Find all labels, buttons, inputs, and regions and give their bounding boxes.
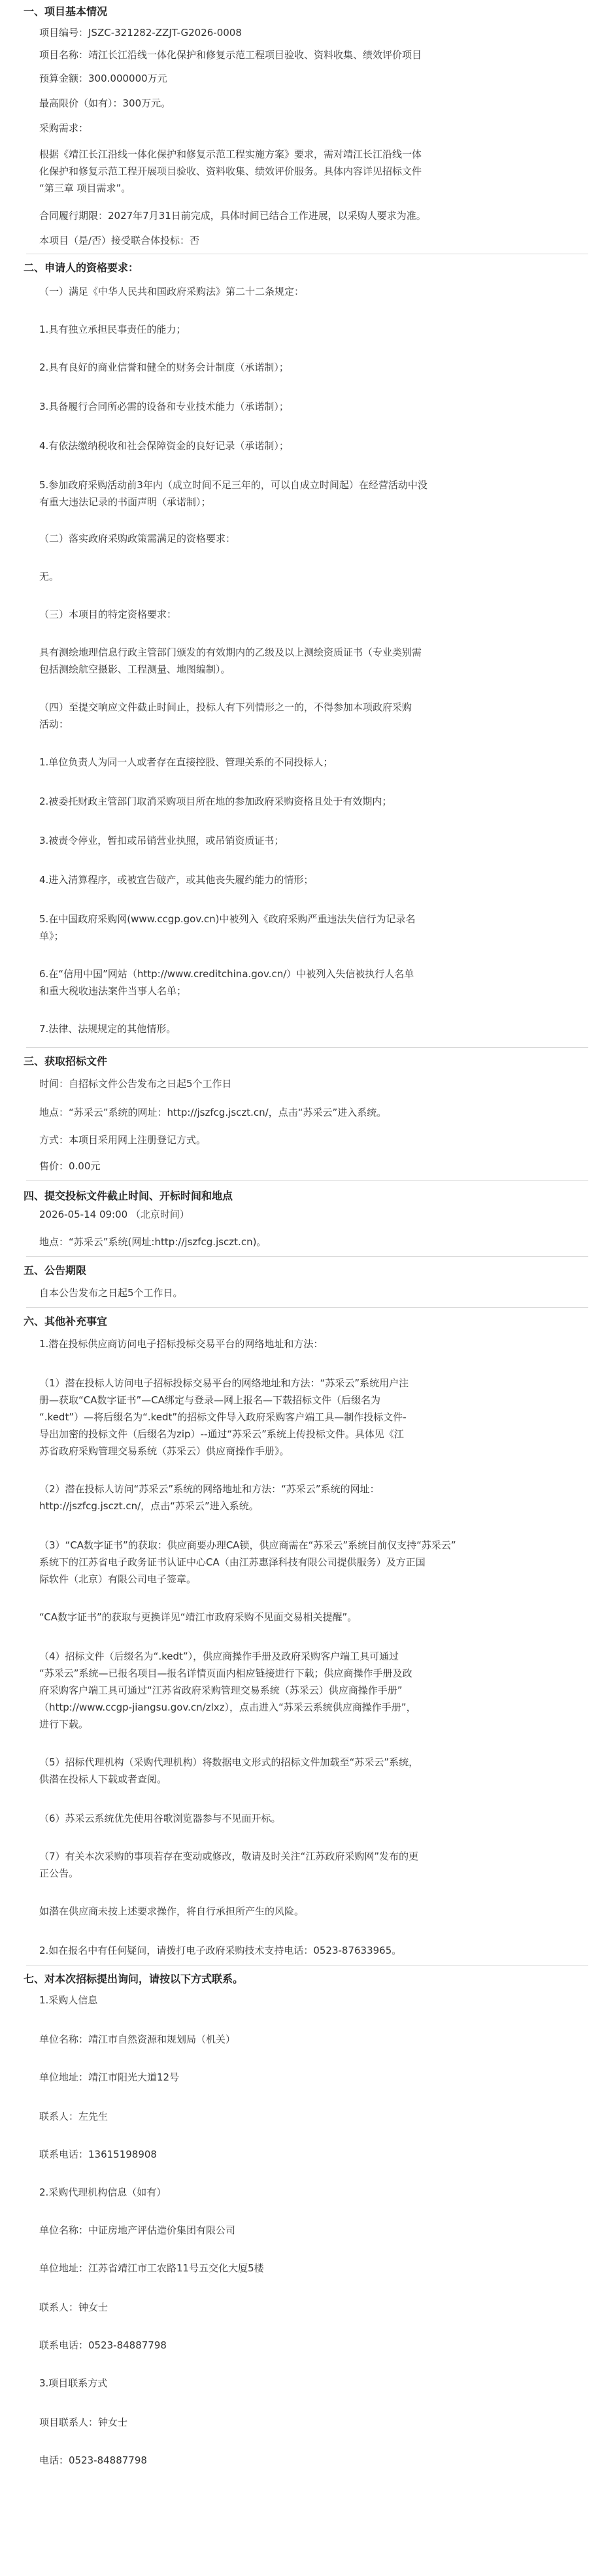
qualification-text: 5.在中国政府采购网(www.ccgp.gov.cn)中被列入《政府采购严重违法失信行为记录名 [39,913,416,925]
divider [26,1047,588,1048]
section-1-title: 一、项目基本情况 [24,5,108,18]
contact-text: 联系电话：13615198908 [39,2149,157,2160]
qualification-text: 2.被委托财政主管部门取消采购项目所在地的参加政府采购资格且处于有效期内； [39,795,392,807]
qualification-text: 单》； [39,930,64,942]
contact-text: 1.采购人信息 [39,1994,98,2006]
qualification-text: 1.具有独立承担民事责任的能力； [39,324,186,335]
section-5-title: 五、公告期限 [24,1264,87,1277]
qualification-text: 1.单位负责人为同一人或者存在直接控股、管理关系的不同投标人； [39,756,333,768]
qualification-text: （二）落实政府采购政策需满足的资格要求： [39,533,236,544]
supplement-text: 苏省政府采购管理交易系统（苏采云）供应商操作手册》。 [39,1445,290,1457]
qualification-text: 7.法律、法规规定的其他情形。 [39,1023,176,1035]
deadline-time: 2026-05-14 09:00 （北京时间） [39,1209,190,1220]
supplement-text: http://jszfcg.jsczt.cn/，点击“苏采云”进入系统。 [39,1500,259,1512]
qualification-text: 和重大税收违法案件当事人名单； [39,985,187,997]
supplement-text: “.kedt”）—将后缀名为“.kedt”的招标文件导入政府采购客户端工具—制作投标文件- [39,1411,407,1423]
qualification-text: （四）至提交响应文件截止时间止，投标人有下列情形之一的，不得参加本项政府采购 [39,701,412,713]
qualification-text: 4.进入清算程序，或被宣告破产，或其他丧失履约能力的情形； [39,874,314,886]
supplement-text: 际软件（北京）有限公司电子签章。 [39,1573,197,1585]
notice-period: 自本公告发布之日起5个工作日。 [39,1287,183,1299]
qualification-text: 4.有依法缴纳税收和社会保障资金的良好记录（承诺制）； [39,440,289,452]
supplement-text: 进行下载。 [39,1718,89,1730]
qualification-text: 有重大违法记录的书面声明（承诺制）； [39,496,211,508]
supplement-text: 导出加密的投标文件（后缀名为zip）--通过“苏采云”系统上传投标文件。具体见《江 [39,1428,404,1440]
contact-text: 联系人：左先生 [39,2111,109,2122]
supplement-text: “苏采云”系统—已报名项目—报名详情页面内相应链接进行下载；供应商操作手册及政 [39,1667,412,1679]
contact-text: 单位地址：江苏省靖江市工农路11号五交化大厦5楼 [39,2262,264,2274]
supplement-text: 府采购客户端工具可通过“江苏省政府采购管理交易系统（苏采云）供应商操作手册” [39,1684,403,1696]
project-number: 项目编号：JSZC-321282-ZZJT-G2026-0008 [39,27,242,39]
supplement-text: （7）有关本次采购的事项若存在变动或修改，敬请及时关注“江苏政府采购网”发布的更 [39,1850,419,1862]
doc-price: 售价：0.00元 [39,1160,101,1172]
supplement-text: （6）苏采云系统优先使用谷歌浏览器参与不见面开标。 [39,1813,281,1824]
qualification-text: 6.在“信用中国”网站（http://www.creditchina.gov.cn/）中被列入失信被执行人名单 [39,968,414,980]
supplement-text: （2）潜在投标人访问“苏采云”系统的网络地址和方法：“苏采云”系统的网址： [39,1483,380,1495]
contact-text: 3.项目联系方式 [39,2377,108,2389]
doc-time: 时间：自招标文件公告发布之日起5个工作日 [39,1078,232,1090]
supplement-text: 系统下的江苏省电子政务证书认证中心CA（由江苏惠泽科技有限公司提供服务）及方正国 [39,1556,426,1568]
contact-text: 联系人：钟女士 [39,2301,109,2313]
demand-text-line-3: “第三章 项目需求”。 [39,182,131,194]
qualification-text: 5.参加政府采购活动前3年内（成立时间不足三年的，可以自成立时间起）在经营活动中没 [39,479,427,491]
qualification-text: 活动： [39,718,69,730]
supplement-text: 2.如在报名中有任何疑问，请拨打电子政府采购技术支持电话：0523-87633965。 [39,1945,402,1956]
section-2-title: 二、申请人的资格要求： [24,261,139,274]
supplement-text: （5）招标代理机构（采购代理机构）将数据电文形式的招标文件加载至“苏采云”系统， [39,1756,419,1768]
contact-text: 单位名称：靖江市自然资源和规划局（机关） [39,2033,236,2045]
supplement-text: （1）潜在投标人访问电子招标投标交易平台的网络地址和方法：“苏采云”系统用户注 [39,1377,409,1389]
contact-text: 电话：0523-84887798 [39,2454,147,2466]
bid-location: 地点：“苏采云”系统(网址:http://jszfcg.jsczt.cn)。 [39,1236,267,1248]
divider [26,1307,588,1308]
procurement-demand-label: 采购需求： [39,122,89,134]
qualification-text: （三）本项目的特定资格要求： [39,609,177,620]
qualification-text: 2.具有良好的商业信誉和健全的财务会计制度（承诺制）； [39,361,289,373]
doc-location: 地点：“苏采云”系统的网址：http://jszfcg.jsczt.cn/，点击“苏采云”进入系统。 [39,1107,387,1118]
qualification-text: 无。 [39,571,59,582]
budget-amount: 预算金额：300.000000万元 [39,73,167,84]
supplement-text: 册—获取“CA数字证书”—CA绑定与登录—网上报名—下载招标文件（后缀名为 [39,1394,381,1406]
demand-text-line-2: 化保护和修复示范工程开展项目验收、资料收集、绩效评价服务。具体内容详见招标文件 [39,165,422,177]
project-name: 项目名称：靖江长江沿线一体化保护和修复示范工程项目验收、资料收集、绩效评价项目 [39,49,422,61]
divider [26,1256,588,1257]
supplement-text: 1.潜在投标供应商访问电子招标投标交易平台的网络地址和方法： [39,1338,324,1350]
supplement-text: （http://www.ccgp-jiangsu.gov.cn/zlxz），点击进入“苏采云系统供应商操作手册”， [39,1701,416,1713]
contact-text: 联系电话：0523-84887798 [39,2339,167,2351]
qualification-text: 包括测绘航空摄影、工程测量、地图编制）。 [39,663,231,675]
section-4-title: 四、提交投标文件截止时间、开标时间和地点 [24,1190,233,1202]
supplement-text: 如潜在供应商未按上述要求操作，将自行承担所产生的风险。 [39,1905,305,1917]
joint-bidding: 本项目（是/否）接受联合体投标：否 [39,235,200,246]
divider [26,1180,588,1181]
demand-text-line-1: 根据《靖江长江沿线一体化保护和修复示范工程实施方案》要求，需对靖江长江沿线一体 [39,148,422,160]
max-price: 最高限价（如有）：300万元。 [39,97,171,109]
qualification-text: 具有测绘地理信息行政主管部门颁发的有效期内的乙级及以上测绘资质证书（专业类别需 [39,646,422,658]
section-6-title: 六、其他补充事宜 [24,1315,108,1328]
supplement-text: 供潜在投标人下载或者查阅。 [39,1773,167,1785]
supplement-text: （4）招标文件（后缀名为“.kedt”），供应商操作手册及政府采购客户端工具可通过 [39,1650,399,1662]
contact-text: 单位名称：中证房地产评估造价集团有限公司 [39,2224,236,2236]
contact-text: 单位地址：靖江市阳光大道12号 [39,2071,180,2083]
contract-period: 合同履行期限：2027年7月31日前完成，具体时间已结合工作进展，以采购人要求为准。 [39,210,426,222]
section-3-title: 三、获取招标文件 [24,1055,108,1067]
contact-text: 2.采购代理机构信息（如有） [39,2186,167,2198]
qualification-text: 3.被责令停业，暂扣或吊销营业执照，或吊销资质证书； [39,835,284,846]
qualification-text: 3.具备履行合同所必需的设备和专业技术能力（承诺制）； [39,401,289,412]
doc-method: 方式：本项目采用网上注册登记方式。 [39,1134,207,1146]
supplement-text: “CA数字证书”的获取与更换详见“靖江市政府采购不见面交易相关提醒”。 [39,1611,358,1623]
supplement-text: （3）“CA数字证书”的获取：供应商要办理CA锁，供应商需在“苏采云”系统目前仅支持“苏采云” [39,1539,456,1551]
qualification-text: （一）满足《中华人民共和国政府采购法》第二十二条规定： [39,286,305,297]
contact-text: 项目联系人：钟女士 [39,2417,128,2428]
supplement-text: 正公告。 [39,1867,79,1879]
section-7-title: 七、对本次招标提出询问，请按以下方式联系。 [24,1973,244,1985]
